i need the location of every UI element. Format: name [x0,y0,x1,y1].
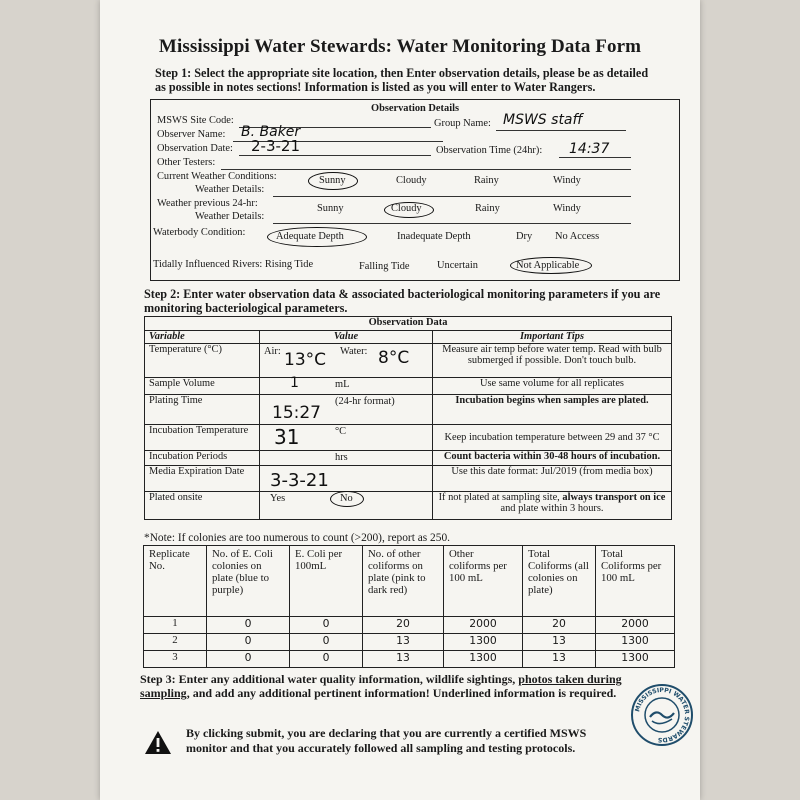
rep-3-ecoli-colonies[interactable]: 0 [207,651,290,668]
plating-time-label: Plating Time [145,395,260,425]
sample-volume-cell[interactable] [260,375,433,395]
incubation-temp-unit: °C [335,426,347,437]
warning-icon [144,730,172,755]
rep-2-ecoli-colonies[interactable]: 0 [207,634,290,651]
rep-1-no: 1 [144,617,207,634]
rep-header-0: Replicate No. [144,546,207,617]
form-paper [100,0,700,800]
media-expiration-label: Media Expiration Date [145,466,260,492]
adequate-depth-circle [267,227,367,247]
media-expiration-value: 3-3-21 [270,470,329,491]
onsite-tip-c: and plate within 3 hours. [500,503,604,514]
group-name-label: Group Name: [434,118,491,129]
prev-cloudy-circle [384,202,434,218]
current-sunny-option[interactable]: Sunny [319,175,346,186]
plating-time-unit: (24-hr format) [335,396,395,407]
other-testers-line [221,169,631,170]
plated-onsite-no-circle [330,491,364,507]
rep-1-other-per-100[interactable]: 2000 [444,617,523,634]
incubation-period-label: Incubation Periods [145,451,260,466]
media-expiration-cell[interactable] [260,466,433,492]
rep-header-1: No. of E. Coli colonies on plate (blue to purple) [207,546,290,617]
weather-prev-label: Weather previous 24-hr: [157,198,258,209]
incubation-temp-value: 31 [274,425,300,449]
inadequate-depth-option[interactable]: Inadequate Depth [397,231,471,242]
form-title: Mississippi Water Stewards: Water Monitoring Data Form [158,36,642,57]
sample-volume-unit: mL [335,379,350,390]
sample-volume-tip: Use same volume for all replicates [433,378,672,395]
observation-date-line [239,155,431,156]
step3-part-b: photos taken during sampling [140,672,622,700]
current-rainy-option[interactable]: Rainy [474,175,499,186]
air-label: Air: [264,346,281,357]
waterbody-label: Waterbody Condition: [153,227,246,238]
onsite-tip-b: always transport on ice [562,492,666,503]
rep-3-total-colonies[interactable]: 13 [523,651,596,668]
plated-onsite-tip [433,492,672,520]
group-name-line [496,130,626,131]
not-applicable-circle [510,257,592,274]
step3-part-d: Underlined information is required. [432,686,617,700]
media-expiration-tip: Use this date format: Jul/2019 (from media box) [433,466,672,492]
rep-header-3: No. of other coliforms on plate (pink to dark red) [363,546,444,617]
current-weather-label: Current Weather Conditions: [157,171,277,182]
observation-details-heading: Observation Details [370,103,460,114]
plating-time-value: 15:27 [272,403,321,423]
current-windy-option[interactable]: Windy [553,175,581,186]
adequate-depth-option[interactable]: Adequate Depth [276,231,344,242]
current-cloudy-option[interactable]: Cloudy [396,175,427,186]
table-row [144,651,675,668]
observation-time-label: Observation Time (24hr): [436,145,543,156]
observer-name-value: B. Baker [241,124,301,140]
incubation-period-tip: Count bacteria within 30-48 hours of incubation. [433,451,672,466]
step3-text [140,672,630,700]
rep-1-total-per-100[interactable]: 2000 [596,617,675,634]
plating-time-cell[interactable] [260,395,433,425]
col-value-header: Value [260,331,433,344]
observation-details-box [150,99,680,281]
temperature-label: Temperature (°C) [145,344,260,378]
weather-details-line-2 [273,223,631,224]
rep-2-total-per-100[interactable]: 1300 [596,634,675,651]
declaration-text: By clicking submit, you are declaring that you are currently a certified MSWS monitor and that you accurately followed all sampling and testing protocols. [186,726,587,755]
incubation-temp-cell[interactable] [260,425,433,451]
rep-header-2: E. Coli per 100mL [290,546,363,617]
rep-2-ecoli-per-100[interactable]: 0 [290,634,363,651]
rep-header-4: Other coliforms per 100 mL [444,546,523,617]
rep-2-total-colonies[interactable]: 13 [523,634,596,651]
rep-3-ecoli-per-100[interactable]: 0 [290,651,363,668]
plating-time-tip: Incubation begins when samples are plated. [433,395,672,425]
step2-text: Step 2: Enter water observation data & associated bacteriological monitoring parameters if you are monitoring bacteriological parameters. [144,287,661,315]
dry-option[interactable]: Dry [516,231,533,242]
colonies-note: *Note: If colonies are too numerous to count (>200), report as 250. [144,532,450,544]
plated-onsite-no[interactable]: No [340,493,353,504]
prev-cloudy-option[interactable]: Cloudy [391,203,422,214]
rep-1-ecoli-colonies[interactable]: 0 [207,617,290,634]
rep-2-other-per-100[interactable]: 1300 [444,634,523,651]
falling-tide-option[interactable]: Falling Tide [359,261,410,272]
other-testers-label: Other Testers: [157,157,216,168]
rep-header-6: Total Coliforms per 100 mL [596,546,675,617]
observation-date-value: 2-3-21 [251,137,300,155]
rep-1-other-colonies[interactable]: 20 [363,617,444,634]
weather-details-label-2: Weather Details: [195,211,265,222]
current-sunny-circle [308,172,358,190]
no-access-option[interactable]: No Access [555,231,600,242]
observation-date-label: Observation Date: [157,143,233,154]
sample-volume-label: Sample Volume [145,378,260,395]
incubation-temp-label: Incubation Temperature [145,425,260,451]
rep-3-total-per-100[interactable]: 1300 [596,651,675,668]
observation-time-value: 14:37 [569,141,610,157]
air-value: 13°C [284,350,327,370]
plated-onsite-yes[interactable]: Yes [270,493,286,504]
col-variable-header: Variable [145,331,260,344]
site-code-label: MSWS Site Code: [157,115,234,126]
temperature-value-cell[interactable] [260,344,433,378]
weather-details-label: Weather Details: [195,184,265,195]
prev-sunny-option[interactable]: Sunny [317,203,344,214]
observer-name-label: Observer Name: [157,129,226,140]
step1-text: Step 1: Select the appropriate site location, then Enter observation details, please be as detailed as possible in notes sections! Information is listed as you will enter to Water Rangers. [155,66,649,94]
table-row [144,634,675,651]
tidal-label: Tidally Influenced Rivers: Rising Tide [153,259,314,270]
step3-part-a: Step 3: Enter any additional water quality information, wildlife sightings, [140,672,519,686]
rep-3-no: 3 [144,651,207,668]
not-applicable-option[interactable]: Not Applicable [516,260,580,271]
observation-data-heading: Observation Data [145,317,672,331]
incubation-temp-tip: Keep incubation temperature between 29 and 37 °C [433,425,672,451]
table-row [144,617,675,634]
plated-onsite-cell[interactable] [260,492,433,520]
group-name-value: MSWS staff [503,112,583,128]
rep-3-other-per-100[interactable]: 1300 [444,651,523,668]
rep-header-5: Total Coliforms (all colonies on plate) [523,546,596,617]
onsite-tip-a: If not plated at sampling site, [438,492,563,503]
replicate-table [143,545,675,668]
observation-data-table [144,316,672,520]
incubation-period-unit: hrs [335,452,348,463]
rep-1-ecoli-per-100[interactable]: 0 [290,617,363,634]
svg-text:MISSISSIPPI WATER STEWARDS: MISSISSIPPI WATER STEWARDS [634,686,691,744]
col-tips-header: Important Tips [433,331,672,344]
uncertain-option[interactable]: Uncertain [437,260,478,271]
water-value: 8°C [378,348,410,368]
rep-2-no: 2 [144,634,207,651]
rep-3-other-colonies[interactable]: 13 [363,651,444,668]
plated-onsite-label: Plated onsite [145,492,260,520]
water-label: Water: [340,346,368,357]
temperature-tip: Measure air temp before water temp. Read with bulb submerged if possible. Don't touch bulb. [433,344,672,378]
step3-part-c: , and add any additional pertinent information! [186,686,433,700]
sample-volume-value: 1 [290,375,299,391]
rep-2-other-colonies[interactable]: 13 [363,634,444,651]
prev-windy-option[interactable]: Windy [553,203,581,214]
rep-1-total-colonies[interactable]: 20 [523,617,596,634]
weather-details-line [273,196,631,197]
prev-rainy-option[interactable]: Rainy [475,203,500,214]
mississippi-water-stewards-logo [630,683,694,747]
observation-time-line [559,157,631,158]
incubation-period-cell[interactable] [260,451,433,466]
